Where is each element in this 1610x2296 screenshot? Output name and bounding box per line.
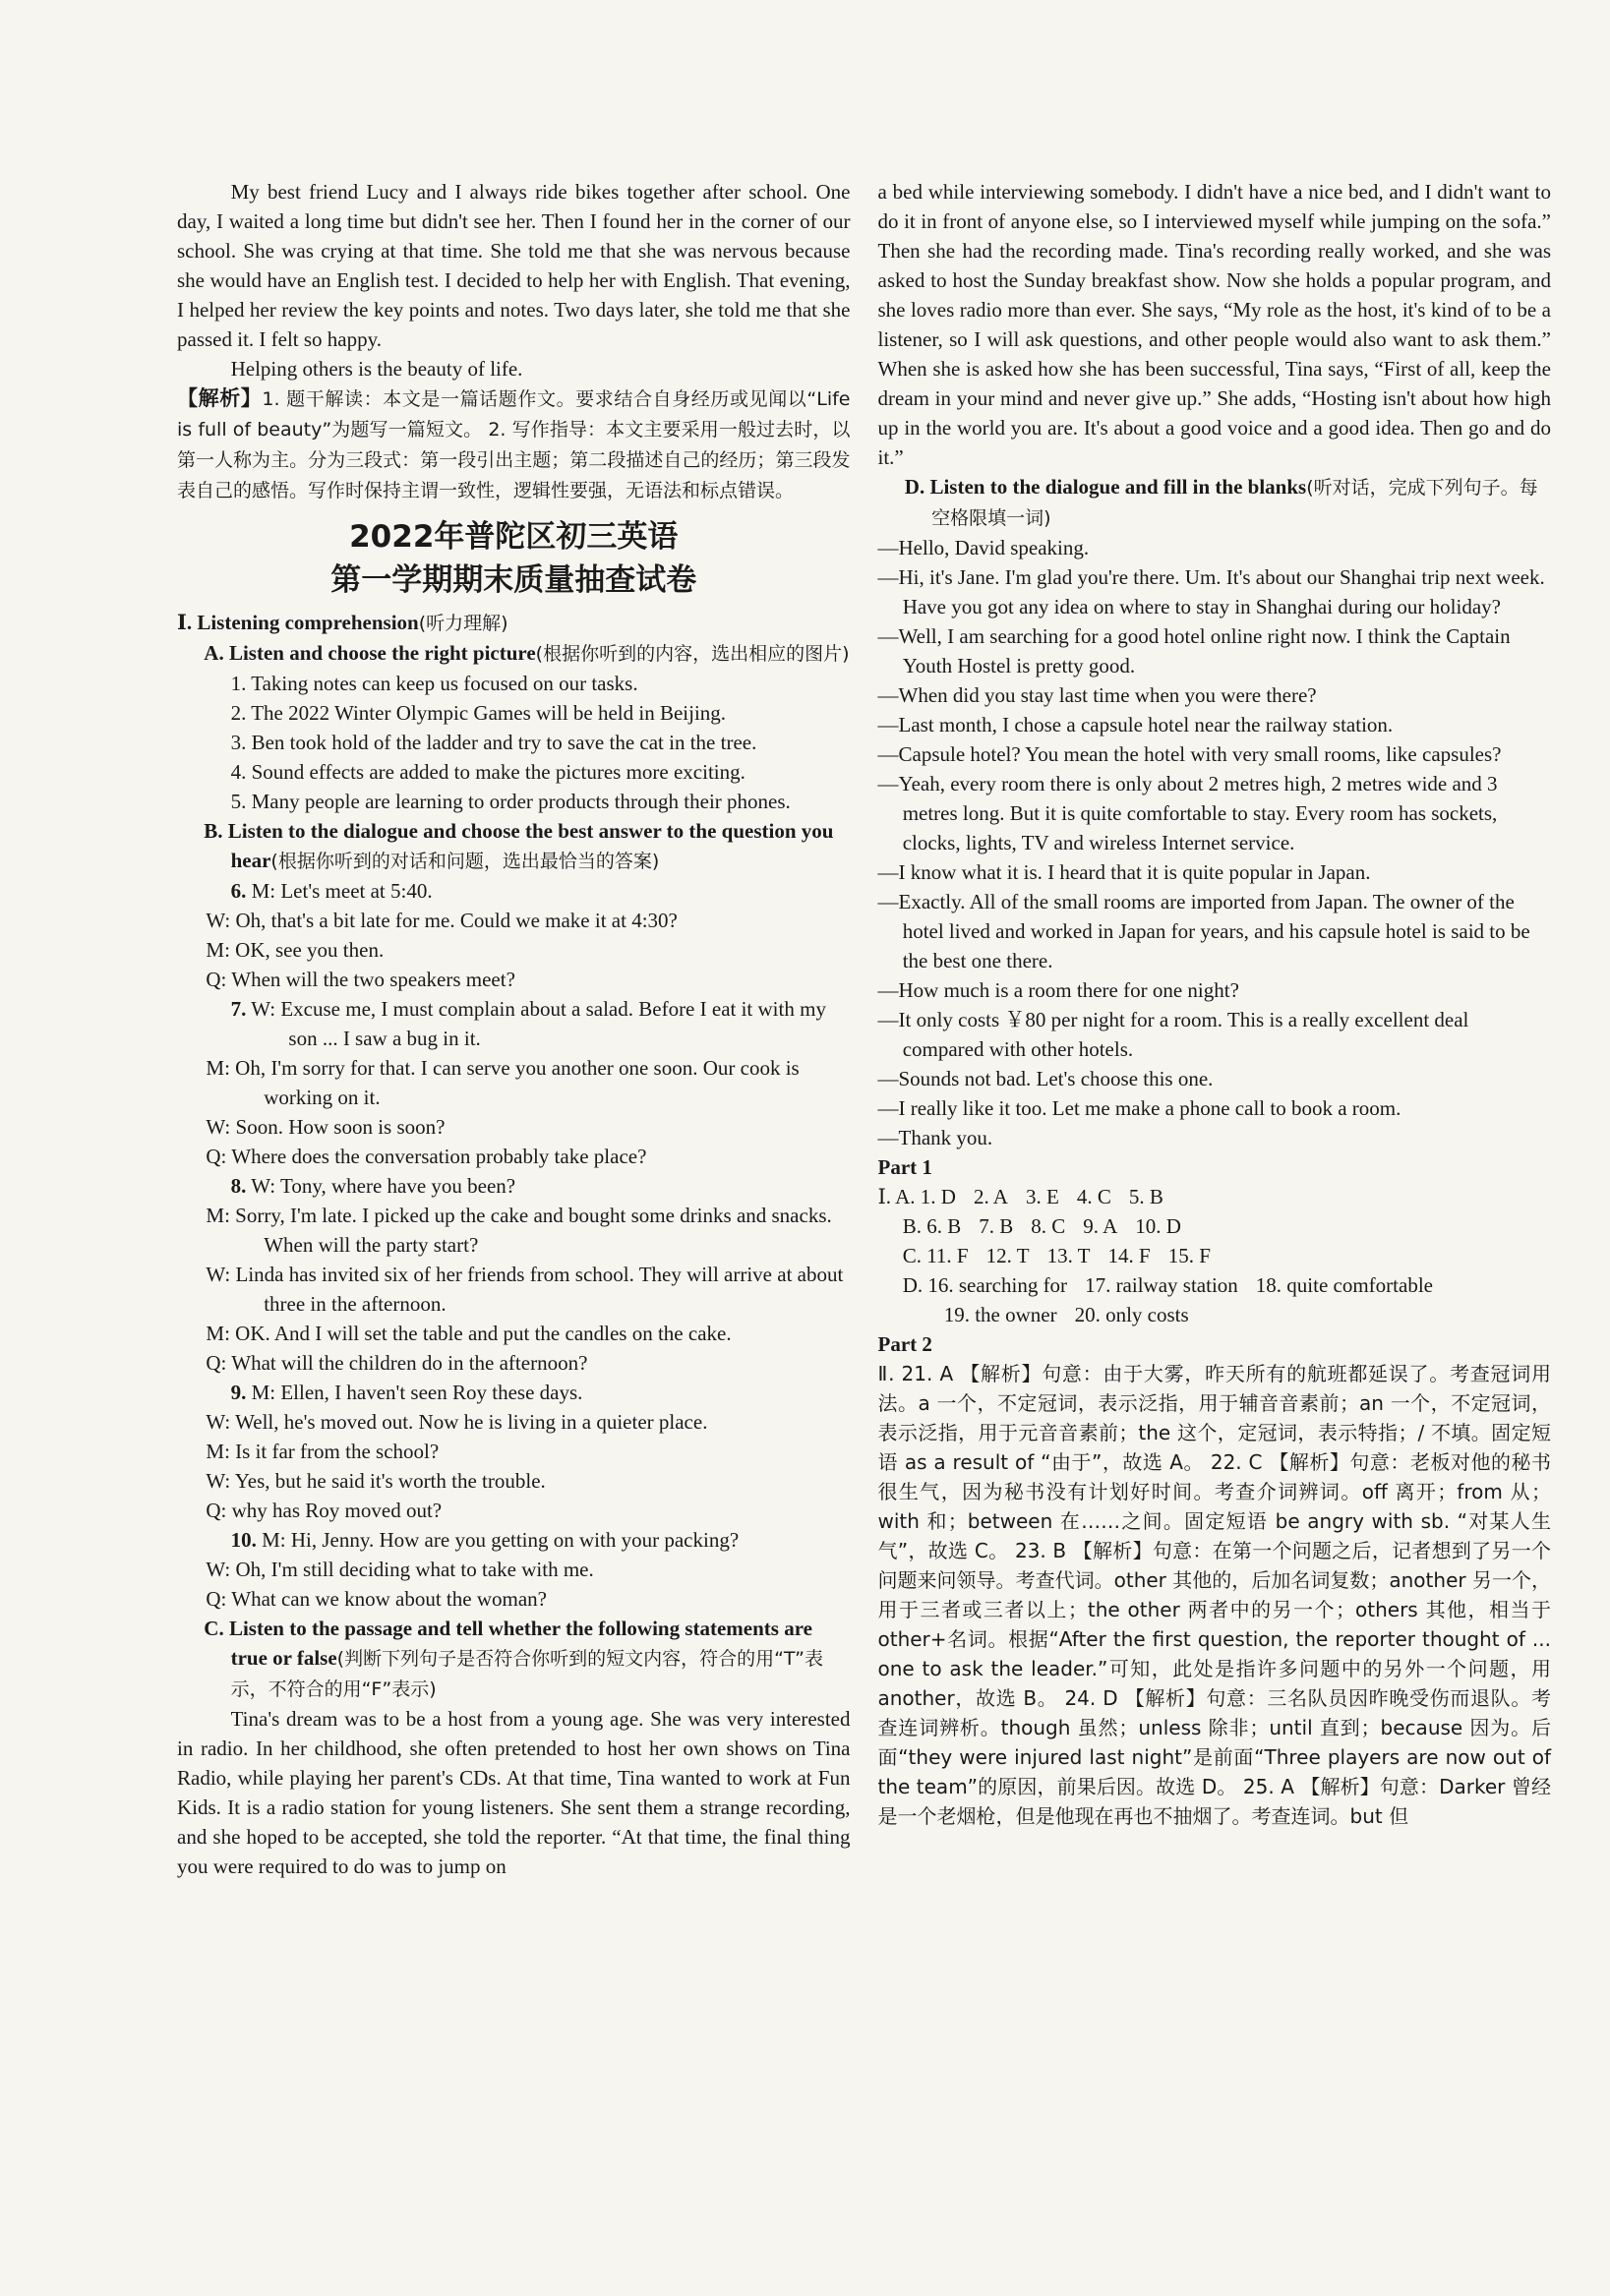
- exam-title: [177, 515, 851, 602]
- answer: C. 11. F: [902, 1244, 969, 1267]
- answer: 10. D: [1135, 1214, 1181, 1238]
- answer-row: [878, 1211, 1552, 1241]
- dialogue-question: Q: Where does the conversation probably take place?: [206, 1145, 647, 1168]
- part2-label: Part 2: [877, 1332, 932, 1356]
- essay-closing: Helping others is the beauty of life.: [230, 357, 523, 381]
- partA-zh: (根据你听到的内容，选出相应的图片): [535, 643, 850, 665]
- item-number: 6.: [230, 879, 247, 903]
- answer: 18. quite comfortable: [1255, 1273, 1433, 1297]
- partA-item: 4. Sound effects are added to make the pictures more exciting.: [230, 760, 745, 784]
- dialogue-line: [177, 876, 851, 906]
- part1-label: Part 1: [877, 1155, 932, 1179]
- dialogue-line: —How much is a room there for one night?: [877, 978, 1239, 1002]
- partD-title: D. Listen to the dialogue and fill in the blanks: [904, 475, 1307, 499]
- answer: 20. only costs: [1074, 1303, 1189, 1326]
- dialogue-text: M: Ellen, I haven't seen Roy these days.: [251, 1381, 583, 1404]
- right-column: [878, 177, 1552, 2296]
- answer: 12. T: [985, 1244, 1030, 1267]
- dialogue-line: —I know what it is. I heard that it is quite popular in Japan.: [877, 860, 1371, 884]
- partB-item-9: [177, 1378, 851, 1525]
- dialogue-line: M: Is it far from the school?: [206, 1440, 440, 1463]
- exam-title-line2: 第一学期期末质量抽查试卷: [330, 562, 697, 598]
- partC-passage-continued: a bed while interviewing somebody. I didn't have a nice bed, and I didn't want to do it in front of anyone else, so I interviewed myself while jumping on the sofa.” Then she had the recording made. Tina's recording really worked, and she was asked to host the Sunday breakfast show. Now she holds a popular program, and she loves radio more than ever. She says, “My role as the host, it's kind of to be a listener, so I will ask questions, and other people would also want to ask them.” When she is asked how she has been successful, Tina says, “First of all, keep the dream in your mind and never give up.” She adds, “Hosting isn't about how high up in the world you are. It's about a good voice and a good idea. Then go and do it.”: [877, 180, 1551, 469]
- dialogue-text: M: Hi, Jenny. How are you getting on with your packing?: [262, 1528, 740, 1552]
- dialogue-text: W: Excuse me, I must complain about a salad. Before I eat it with my son ... I saw a bug in it.: [251, 997, 826, 1050]
- dialogue-line: M: Oh, I'm sorry for that. I can serve you another one soon. Our cook is working on it.: [206, 1056, 800, 1109]
- dialogue-question: Q: When will the two speakers meet?: [206, 968, 515, 991]
- dialogue-question: Q: What will the children do in the afternoon?: [206, 1351, 588, 1375]
- answer: 5. B: [1128, 1185, 1163, 1208]
- answer: 9. A: [1083, 1214, 1118, 1238]
- analysis-text: 1. 题干解读：本文是一篇话题作文。要求结合自身经历或见闻以“Life is full of beauty”为题写一篇短文。 2. 写作指导：本文主要采用一般过去时，以第一人称为主。分为三段式：第一段引出主题；第二段描述自己的经历；第三段发表自己的感悟。写作时保持主谓一致性，逻辑性要强，无语法和标点错误。: [177, 388, 851, 501]
- partC-heading: [177, 1614, 851, 1704]
- partA-list: [177, 669, 851, 816]
- exam-title-line1: 2022年普陀区初三英语: [349, 519, 679, 555]
- dialogue-line: [177, 994, 851, 1053]
- dialogue-question: Q: why has Roy moved out?: [206, 1499, 443, 1522]
- dialogue-line: W: Oh, I'm still deciding what to take with me.: [206, 1558, 594, 1581]
- dialogue-line: W: Linda has invited six of her friends from school. They will arrive at about three in the afternoon.: [206, 1263, 844, 1316]
- item-number: 9.: [230, 1381, 247, 1404]
- analysis-tag: 【解析】: [177, 386, 263, 410]
- dialogue-line: W: Well, he's moved out. Now he is living in a quieter place.: [206, 1410, 708, 1434]
- partB-item-8: [177, 1171, 851, 1378]
- dialogue-line: —Thank you.: [877, 1126, 993, 1149]
- dialogue-line: —When did you stay last time when you were there?: [877, 683, 1317, 707]
- item-number: 8.: [230, 1174, 247, 1198]
- section-listening-title: Ⅰ. Listening comprehension: [177, 611, 419, 634]
- dialogue-text: W: Tony, where have you been?: [251, 1174, 516, 1198]
- partA-heading: [177, 638, 851, 669]
- partB-title: B. Listen to the dialogue and choose the best answer to the question you hear: [204, 819, 834, 872]
- partB-zh: (根据你听到的对话和问题，选出最恰当的答案): [270, 851, 660, 872]
- partA-item: 3. Ben took hold of the ladder and try to save the cat in the tree.: [230, 731, 757, 754]
- partA-item: 1. Taking notes can keep us focused on our tasks.: [230, 672, 638, 695]
- part2-analysis: Ⅱ. 21. A 【解析】句意：由于大雾，昨天所有的航班都延误了。考查冠词用法。a 一个，不定冠词，表示泛指，用于辅音音素前；an 一个，不定冠词，表示泛指，用于元音音素前；the 这个，定冠词，表示特指；/ 不填。固定短语 as a result of “由于”，故选 A。 22. C 【解析】句意：老板对他的秘书很生气，因为秘书没有计划好时间。考查介词辨词。off 离开；from 从；with 和；between 在……之间。固定短语 be angry with sb. “对某人生气”，故选 C。 23. B 【解析】句意：在第一个问题之后，记者想到了另一个问题来问领导。考查代词。other 其他的，后加名词复数；another 另一个，用于三者或三者以上；the other 两者中的另一个；others 其他，相当于 other+名词。根据“After the first question, the reporter thought of ... one to ask the leader.”可知，此处是指许多问题中的另外一个问题，用 another，故选 B。 24. D 【解析】句意：三名队员因昨晚受伤而退队。考查连词辨析。though 虽然；unless 除非；until 直到；because 因为。后面“they were injured last night”是前面“Three players are now out of the team”的原因，前果后因。故选 D。 25. A 【解析】句意：Darker 曾经是一个老烟枪，但是他现在再也不抽烟了。考查连词。but 但: [877, 1362, 1551, 1828]
- partC-passage: Tina's dream was to be a host from a young age. She was very interested in radio. In her childhood, she often pretended to host her own shows on Tina Radio, while playing her parent's CDs. At that time, Tina wanted to work at Fun Kids. It is a radio station for young listeners. She sent them a strange recording, and she hoped to be accepted, she told the reporter. “At that time, the final thing you were required to do was to jump on: [177, 1707, 851, 1878]
- dialogue-line: [177, 1378, 851, 1407]
- essay-paragraph: My best friend Lucy and I always ride bikes together after school. One day, I waited a long time but didn't see her. Then I found her in the corner of our school. She was crying at that time. She told me that she was nervous because she would have an English test. I decided to help her with English. That evening, I helped her review the key points and notes. Two days later, she told me that she passed it. I felt so happy.: [177, 180, 851, 351]
- partA-title: A. Listen and choose the right picture: [204, 641, 536, 665]
- answer: 4. C: [1076, 1185, 1111, 1208]
- item-number: 7.: [230, 997, 247, 1021]
- dialogue-line: M: OK, see you then.: [206, 938, 385, 962]
- partB-heading: [177, 816, 851, 876]
- answer: 15. F: [1167, 1244, 1211, 1267]
- dialogue-line: W: Soon. How soon is soon?: [206, 1115, 446, 1139]
- section-listening-zh: (听力理解): [418, 613, 508, 634]
- section-listening-heading: [177, 608, 851, 638]
- dialogue-line: [177, 1171, 851, 1201]
- dialogue-line: W: Yes, but he said it's worth the trouble.: [206, 1469, 546, 1493]
- partD-zh: (听对话，完成下列句子。每空格限填一词): [931, 477, 1538, 529]
- dialogue-line: —It only costs ￥80 per night for a room. This is a really excellent deal compared with other hotels.: [877, 1008, 1469, 1061]
- dialogue-line: —I really like it too. Let me make a phone call to book a room.: [877, 1096, 1401, 1120]
- essay-analysis: [177, 383, 851, 505]
- answer: 19. the owner: [943, 1303, 1057, 1326]
- partA-item: 5. Many people are learning to order products through their phones.: [230, 790, 791, 813]
- dialogue-line: W: Oh, that's a bit late for me. Could we make it at 4:30?: [206, 909, 678, 932]
- dialogue-line: M: OK. And I will set the table and put the candles on the cake.: [206, 1322, 732, 1345]
- dialogue-line: —Hi, it's Jane. I'm glad you're there. Um. It's about our Shanghai trip next week. Have you got any idea on where to stay in Shanghai during our holiday?: [877, 565, 1545, 618]
- left-column: [177, 177, 851, 2296]
- dialogue-line: —Hello, David speaking.: [877, 536, 1090, 559]
- dialogue-line: —Yeah, every room there is only about 2 metres high, 2 metres wide and 3 metres long. But it is quite comfortable to stay. Every room has sockets, clocks, lights, TV and wireless Internet service.: [877, 772, 1498, 854]
- answer: 14. F: [1107, 1244, 1151, 1267]
- answer: D. 16. searching for: [902, 1273, 1068, 1297]
- dialogue-line: —Exactly. All of the small rooms are imported from Japan. The owner of the hotel lived and worked in Japan for years, and his capsule hotel is said to be the best one there.: [877, 890, 1530, 972]
- dialogue-line: —Sounds not bad. Let's choose this one.: [877, 1067, 1214, 1090]
- partB-item-6: [177, 876, 851, 994]
- partB-item-10: [177, 1525, 851, 1614]
- dialogue-question: Q: What can we know about the woman?: [206, 1587, 547, 1611]
- answer-row: [878, 1270, 1552, 1300]
- dialogue-line: M: Sorry, I'm late. I picked up the cake and bought some drinks and snacks. When will the party start?: [206, 1204, 832, 1257]
- partB-list: [177, 876, 851, 1614]
- answer: 3. E: [1025, 1185, 1059, 1208]
- answer: B. 6. B: [902, 1214, 962, 1238]
- partD-heading: [878, 472, 1552, 533]
- answer: 7. B: [979, 1214, 1014, 1238]
- partD-dialogue: [878, 533, 1552, 1152]
- answer-key-part1: [878, 1182, 1552, 1329]
- dialogue-line: —Capsule hotel? You mean the hotel with very small rooms, like capsules?: [877, 742, 1502, 766]
- answer: 13. T: [1046, 1244, 1091, 1267]
- partA-item: 2. The 2022 Winter Olympic Games will be held in Beijing.: [230, 701, 727, 725]
- answer-row: [878, 1300, 1552, 1329]
- partC-zh: (判断下列句子是否符合你听到的短文内容，符合的用“T”表示，不符合的用“F”表示): [230, 1648, 823, 1700]
- answer-row: [878, 1241, 1552, 1270]
- dialogue-line: [177, 1525, 851, 1555]
- answer-row: [878, 1182, 1552, 1211]
- answer: 2. A: [973, 1185, 1008, 1208]
- partB-item-7: [177, 994, 851, 1171]
- dialogue-line: —Last month, I chose a capsule hotel near the railway station.: [877, 713, 1394, 736]
- dialogue-line: —Well, I am searching for a good hotel online right now. I think the Captain Youth Hostel is pretty good.: [877, 624, 1511, 677]
- dialogue-text: M: Let's meet at 5:40.: [251, 879, 433, 903]
- answer: 8. C: [1031, 1214, 1066, 1238]
- answer: Ⅰ. A. 1. D: [877, 1185, 956, 1208]
- partC-title: C. Listen to the passage and tell whether the following statements are true or false: [204, 1617, 812, 1670]
- answer: 17. railway station: [1085, 1273, 1238, 1297]
- item-number: 10.: [230, 1528, 257, 1552]
